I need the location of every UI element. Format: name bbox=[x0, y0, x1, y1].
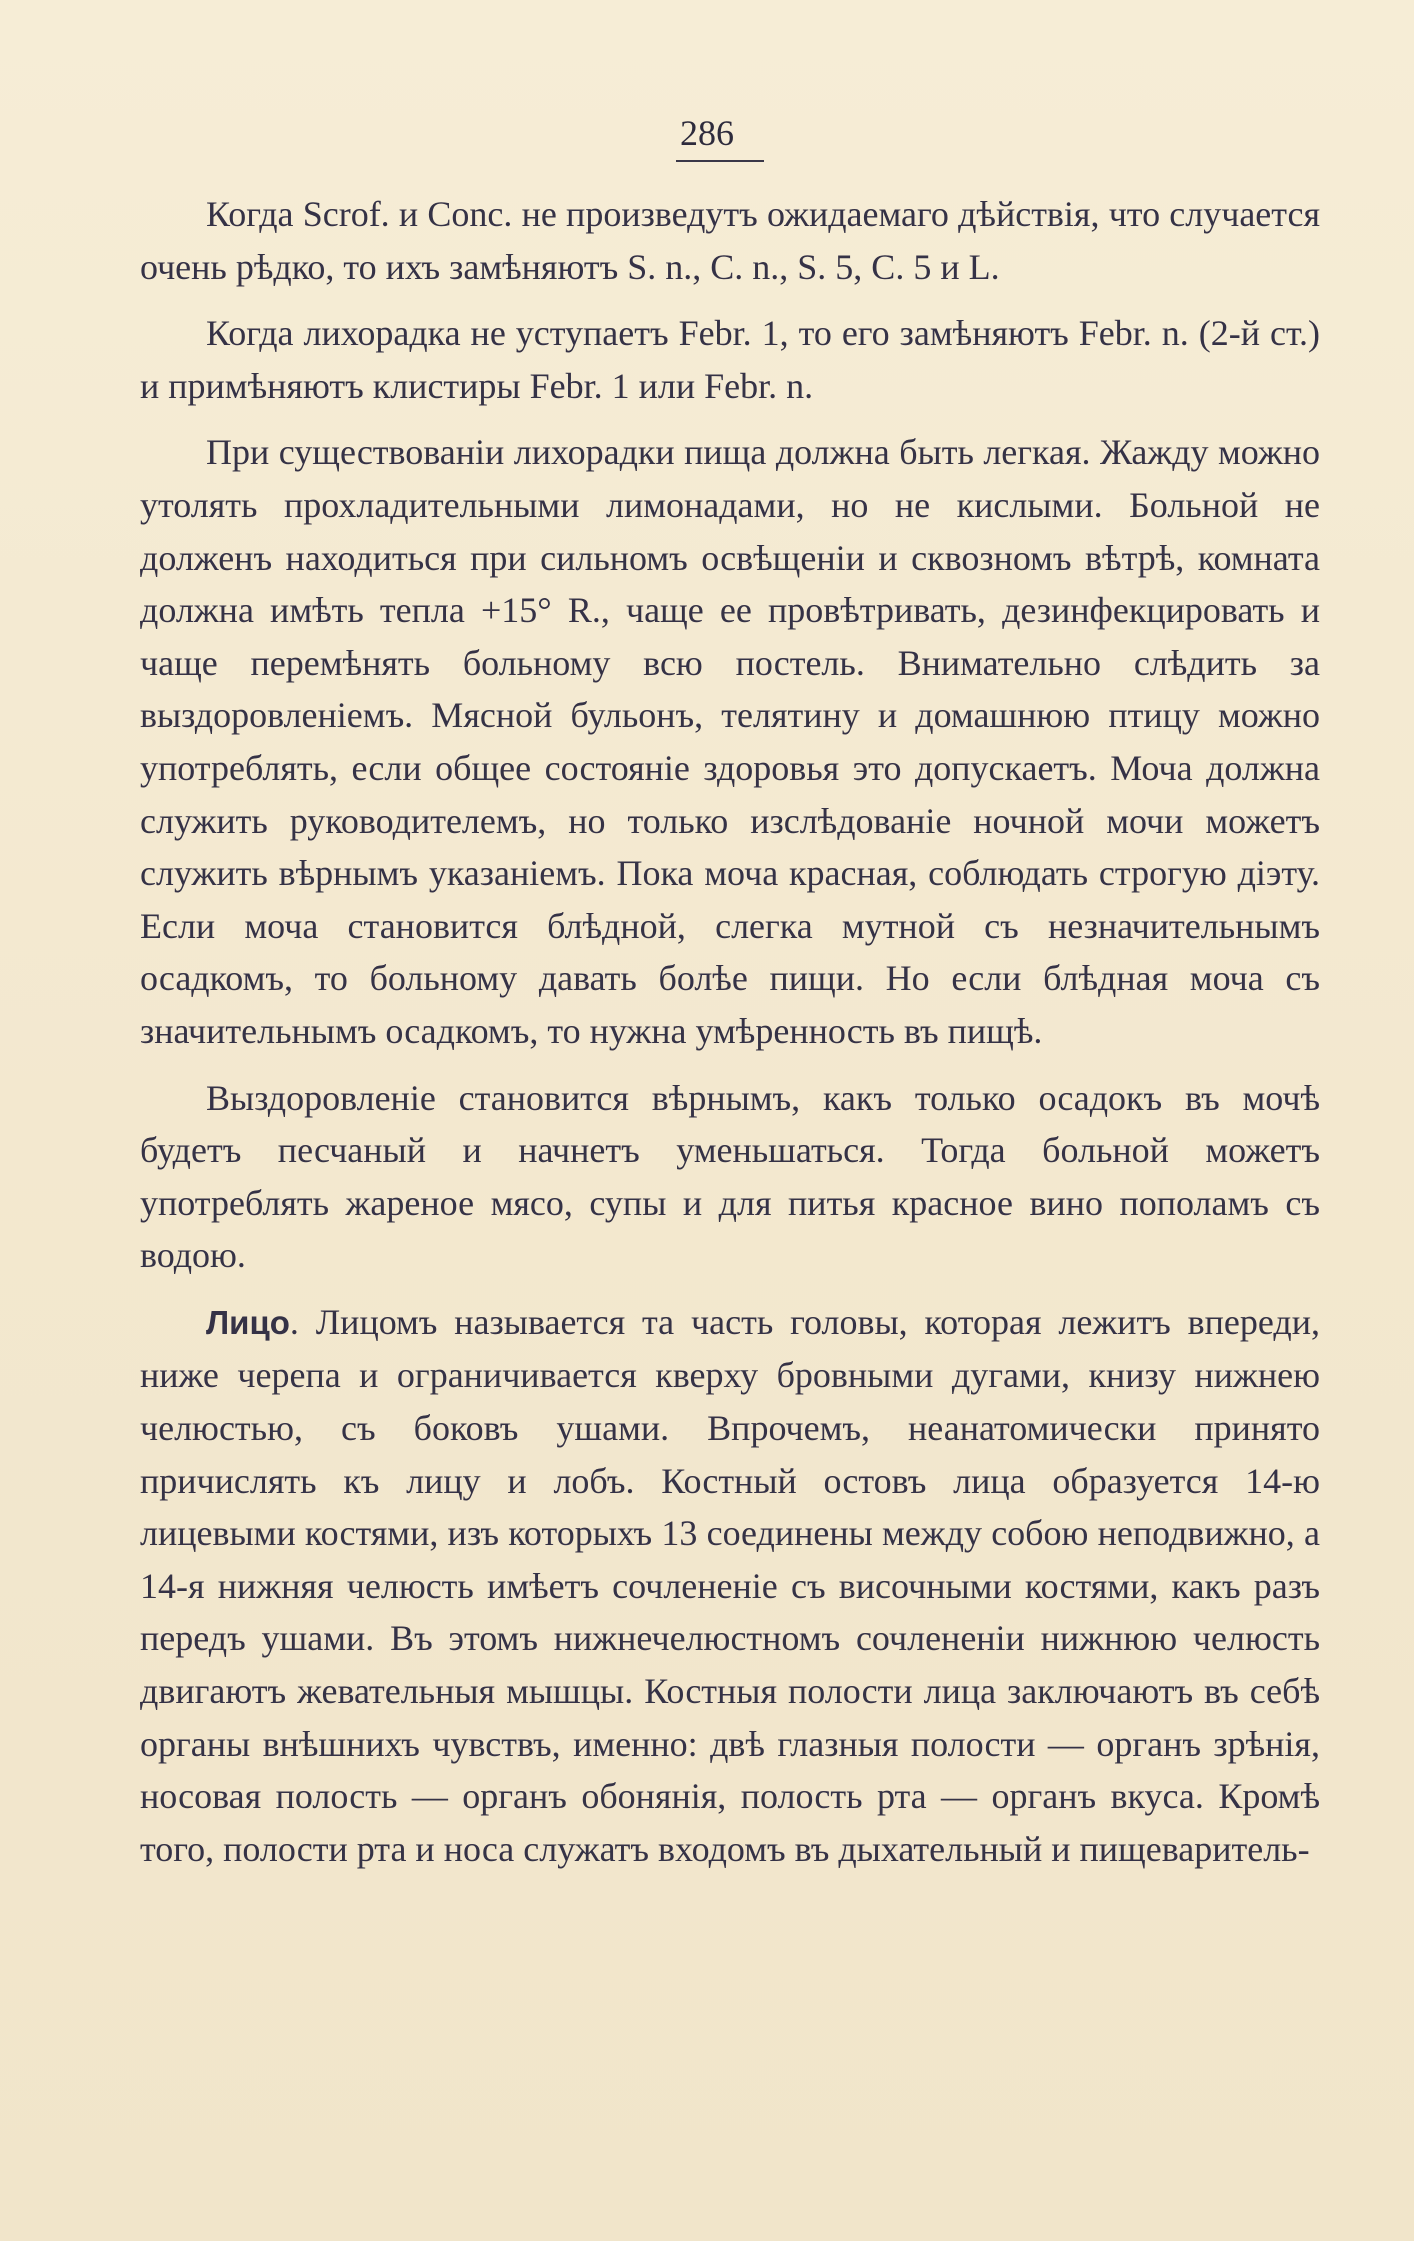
body-text bbox=[140, 188, 1320, 1889]
page-number: 286 bbox=[680, 113, 734, 153]
paragraph-face-text: . Лицомъ называется та часть головы, которая лежитъ впереди, ниже черепа и ограничивается кверху бровными дугами, книзу нижнею челюстью, съ боковъ ушами. Впрочемъ, неанатомически принято причислять къ лицу и лобъ. Костный остовъ лица образуется 14-ю лицевыми костями, изъ которыхъ 13 соединены между собою неподвижно, а 14-я нижняя челюсть имѣетъ сочлененіе съ височными костями, какъ разъ передъ ушами. Въ этомъ нижнечелюстномъ сочлененіи нижнюю челюсть двигаютъ жевательныя мышцы. Костныя полости лица заключаютъ въ себѣ органы внѣшнихъ чувствъ, именно: двѣ глазныя полости — органъ зрѣнія, носовая полость — органъ обонянія, полость рта — органъ вкуса. Кромѣ того, полости рта и носа служатъ входомъ въ дыхательный и пищеваритель- bbox=[140, 1301, 1320, 1869]
paragraph-febr: Когда лихорадка не уступаетъ Febr. 1, то его замѣняютъ Febr. n. (2-й ст.) и примѣняютъ клистиры Febr. 1 или Febr. n. bbox=[140, 313, 1320, 406]
paragraph-fever-diet: При существованіи лихорадки пища должна быть легкая. Жажду можно утолять прохладительными лимонадами, но не кислыми. Больной не долженъ находиться при сильномъ освѣщеніи и сквозномъ вѣтрѣ, комната должна имѣть тепла +15° R., чаще ее провѣтривать, дезинфекцировать и чаще перемѣнять больному всю постель. Внимательно слѣдить за выздоровленіемъ. Мясной бульонъ, телятину и домашнюю птицу можно употреблять, если общее состояніе здоровья это допускаетъ. Моча должна служить руководителемъ, но только изслѣдованіе ночной мочи можетъ служить вѣрнымъ указаніемъ. Пока моча красная, соблюдать строгую діэту. Если моча становится блѣдной, слегка мутной съ незначительнымъ осадкомъ, то больному давать болѣе пищи. Но если блѣдная моча съ значительнымъ осадкомъ, то нужна умѣренность въ пищѣ. bbox=[140, 432, 1320, 1051]
page-number-rule bbox=[676, 160, 764, 162]
term-face: Лицо bbox=[206, 1303, 290, 1341]
paragraph-recovery: Выздоровленіе становится вѣрнымъ, какъ только осадокъ въ мочѣ будетъ песчаный и начнетъ уменьшаться. Тогда больной можетъ употреблять жареное мясо, супы и для питья красное вино пополамъ съ водою. bbox=[140, 1077, 1320, 1276]
paragraph-face bbox=[140, 1296, 1320, 1876]
paragraph-scrof-conc: Когда Scrof. и Conc. не произведутъ ожидаемаго дѣйствія, что случается очень рѣдко, то ихъ замѣняютъ S. n., C. n., S. 5, C. 5 и L. bbox=[140, 194, 1320, 287]
